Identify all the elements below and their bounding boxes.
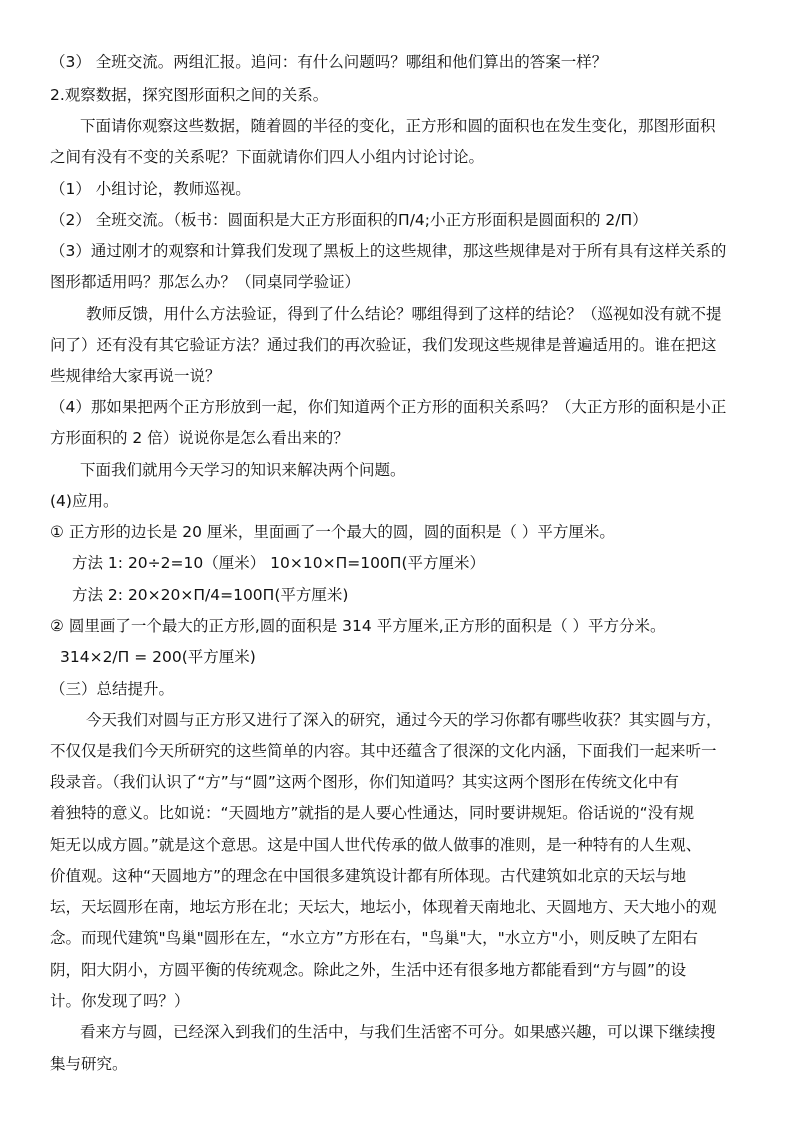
text-line: 集与研究。 (50, 1055, 128, 1073)
text-line: 计。你发现了吗？） (50, 992, 190, 1010)
section-heading: 2.观察数据，探究图形面积之间的关系。 (50, 86, 329, 104)
text-line: (4)应用。 (50, 492, 119, 510)
text-line: 方形面积的 2 倍）说说你是怎么看出来的？ (50, 429, 349, 447)
text-line: 着独特的意义。比如说：“天圆地方”就指的是人要心性通达，同时要讲规矩。俗话说的“没有规 (50, 804, 695, 822)
text-line: 下面我们就用今天学习的知识来解决两个问题。 (80, 461, 406, 479)
solution: 314×2/Π = 200(平方厘米) (60, 648, 256, 666)
text-line: 些规律给大家再说一说？ (50, 367, 221, 385)
text-line: 问了）还有没有其它验证方法？通过我们的再次验证，我们发现这些规律是普遍适用的。谁在把这 (50, 336, 717, 354)
text-line: 之间有没有不变的关系呢？下面就请你们四人小组内讨论讨论。 (50, 148, 485, 166)
text-line: （3）通过刚才的观察和计算我们发现了黑板上的这些规律，那这些规律是对于所有具有这样关系的 (50, 242, 727, 260)
text-line: 今天我们对圆与正方形又进行了深入的研究，通过今天的学习你都有哪些收获？其实圆与方， (86, 711, 722, 729)
text-line: 不仅仅是我们今天所研究的这些简单的内容。其中还蕴含了很深的文化内涵，下面我们一起来听一 (50, 742, 717, 760)
section-heading: （三）总结提升。 (50, 680, 175, 698)
problem-1: ① 正方形的边长是 20 厘米，里面画了一个最大的圆，圆的面积是（ ）平方厘米。 (50, 523, 615, 541)
method-1: 方法 1: 20÷2=10（厘米） 10×10×Π=100Π(平方厘米） (72, 554, 485, 572)
text-line: 价值观。这种“天圆地方”的理念在中国很多建筑设计都有所体现。古代建筑如北京的天坛与地 (50, 867, 687, 885)
text-line: 教师反馈，用什么方法验证，得到了什么结论？哪组得到了这样的结论？（巡视如没有就不提 (86, 305, 722, 323)
text-line: 看来方与圆，已经深入到我们的生活中，与我们生活密不可分。如果感兴趣，可以课下继续搜 (80, 1023, 716, 1041)
text-line: （2） 全班交流。（板书：圆面积是大正方形面积的Π/4;小正方形面积是圆面积的 2/Π） (50, 211, 648, 229)
text-line: 坛，天坛圆形在南，地坛方形在北；天坛大，地坛小，体现着天南地北、天圆地方、天大地小的观 (50, 898, 717, 916)
text-line: 念。而现代建筑"鸟巢"圆形在左，“水立方”方形在右，"鸟巢"大，"水立方"小，则反映了左阳右 (50, 929, 698, 947)
method-2: 方法 2: 20×20×Π/4=100Π(平方厘米) (72, 586, 349, 604)
text-line: 下面请你观察这些数据，随着圆的半径的变化，正方形和圆的面积也在发生变化，那图形面积 (80, 117, 716, 135)
text-line: 阴，阳大阴小，方圆平衡的传统观念。除此之外，生活中还有很多地方都能看到“方与圆”的设 (50, 961, 687, 979)
text-line: 段录音。（我们认识了“方”与“圆”这两个图形，你们知道吗？其实这两个图形在传统文化中有 (50, 773, 679, 791)
problem-2: ② 圆里画了一个最大的正方形,圆的面积是 314 平方厘米,正方形的面积是（ ）平方分米。 (50, 617, 666, 635)
text-line: 矩无以成方圆。”就是这个意思。这是中国人世代传承的做人做事的准则，是一种特有的人生观、 (50, 836, 702, 854)
text-line: （4）那如果把两个正方形放到一起，你们知道两个正方形的面积关系吗？（大正方形的面积是小正 (50, 398, 727, 416)
text-line: 图形都适用吗？那怎么办？（同桌同学验证） (50, 273, 361, 291)
text-line: （1） 小组讨论，教师巡视。 (50, 180, 251, 198)
text-line: （3） 全班交流。两组汇报。追问：有什么问题吗？哪组和他们算出的答案一样？ (50, 53, 608, 71)
